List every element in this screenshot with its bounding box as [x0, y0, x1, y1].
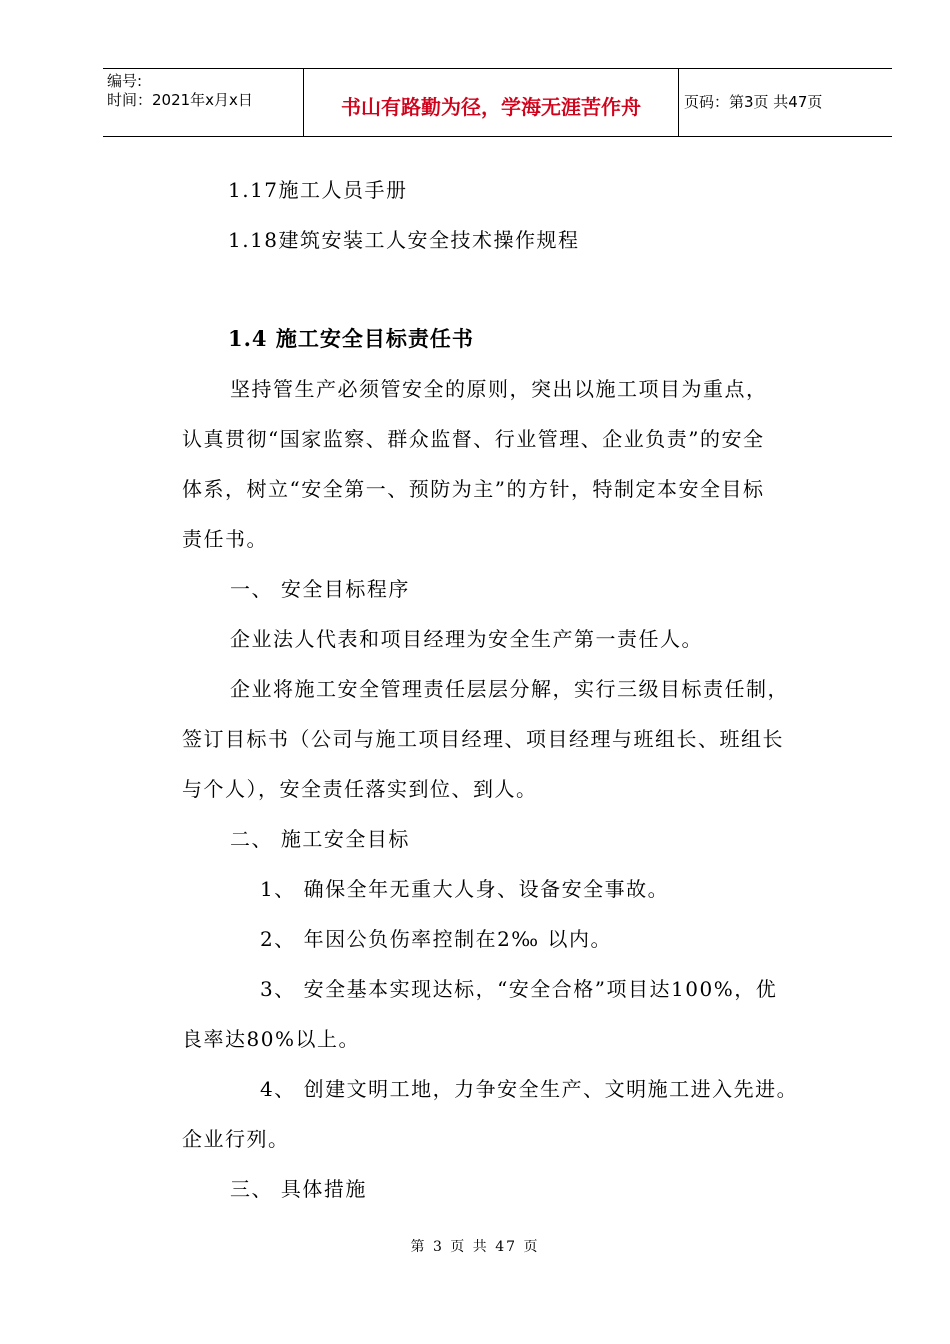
body-line: 签订目标书（公司与施工项目经理、项目经理与班组长、班组长 — [182, 727, 784, 751]
body-line: 认真贯彻“国家监察、群众监督、行业管理、企业负责”的安全 — [182, 427, 765, 451]
body-line: 良率达80%以上。 — [182, 1027, 360, 1051]
header-slogan-cell — [303, 69, 679, 136]
header-slogan: 书山有路勤为径，学海无涯苦作舟 — [341, 95, 641, 119]
page-footer: 第 3 页 共 47 页 — [410, 1239, 540, 1255]
header-meta-cell — [103, 69, 303, 136]
time-label: 时间：2021年x月x日 — [107, 91, 253, 109]
body-line: 企业将施工安全管理责任层层分解，实行三级目标责任制， — [230, 677, 789, 701]
subsection-heading: 三、 具体措施 — [230, 1177, 367, 1201]
document-header — [103, 68, 892, 137]
body-line: 1.17施工人员手册 — [228, 178, 408, 202]
header-page-info: 页码：第3页 共47页 — [684, 93, 823, 111]
body-line: 体系，树立“安全第一、预防为主”的方针，特制定本安全目标 — [182, 477, 765, 501]
subsection-heading: 一、 安全目标程序 — [230, 577, 410, 601]
list-item: 2、 年因公负伤率控制在2‰ 以内。 — [260, 927, 612, 951]
body-line: 企业法人代表和项目经理为安全生产第一责任人。 — [230, 627, 703, 651]
body-line: 与个人），安全责任落实到位、到人。 — [182, 777, 538, 801]
section-heading: 1.4 施工安全目标责任书 — [228, 326, 474, 351]
body-line: 1.18建筑安装工人安全技术操作规程 — [228, 228, 580, 252]
list-item: 3、 安全基本实现达标，“安全合格”项目达100%，优 — [260, 977, 778, 1001]
body-line: 坚持管生产必须管安全的原则，突出以施工项目为重点， — [230, 377, 768, 401]
list-item: 4、 创建文明工地，力争安全生产、文明施工进入先进。 — [260, 1077, 799, 1101]
list-item: 1、 确保全年无重大人身、设备安全事故。 — [260, 877, 670, 901]
header-page-cell — [678, 69, 892, 136]
body-line: 企业行列。 — [182, 1127, 290, 1151]
number-label: 编号: — [107, 72, 143, 90]
subsection-heading: 二、 施工安全目标 — [230, 827, 410, 851]
body-line: 责任书。 — [182, 527, 268, 551]
